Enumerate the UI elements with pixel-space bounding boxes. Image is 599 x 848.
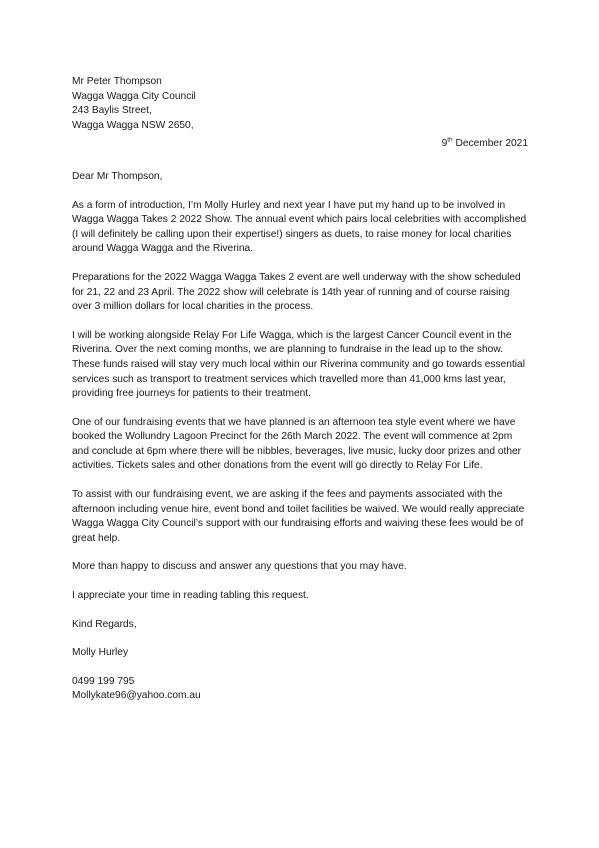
letter-body [72,75,528,704]
salutation: Dear Mr Thompson, [72,170,163,182]
signature-name: Molly Hurley [72,647,129,659]
letter-date [72,137,528,152]
recipient-city: Wagga Wagga NSW 2650, [72,119,194,131]
date-day: 9 [441,138,448,150]
paragraph-relay-for-life: I will be working alongside Relay For Life Wagga, which is the largest Cancer Council event in the Riverina. Over the next coming months, we are planning to fundraise in the lead up to the show. These funds raised will stay very much local within our Riverina community and go towards essential services such as transport to treatment services which travelled more than 41,000 kms last year, providing free journeys for patients to their treatment. [72,329,525,400]
contact-email: Mollykate96@yahoo.com.au [72,690,201,702]
recipient-street: 243 Baylis Street, [72,105,152,117]
closing: Kind Regards, [72,618,137,630]
paragraph-appreciation: I appreciate your time in reading tabling this request. [72,590,309,602]
paragraph-preparations: Preparations for the 2022 Wagga Wagga Takes 2 event are well underway with the show scheduled for 21, 22 and 23 April. The 2022 show will celebrate is 14th year of running and of course raising over 3 million dollars for local charities in the process. [72,271,521,313]
recipient-address [72,75,528,133]
paragraph-introduction: As a form of introduction, I’m Molly Hurley and next year I have put my hand up to be involved in Wagga Wagga Takes 2 2022 Show. The annual event which pairs local celebrities with accomplished (I will definitely be calling upon their expertise!) singers as duets, to raise money for local charities around Wagga Wagga and the Riverina. [72,199,527,255]
contact-phone: 0499 199 795 [72,675,135,687]
paragraph-happy-to-discuss: More than happy to discuss and answer any questions that you may have. [72,561,407,573]
paragraph-fee-request: To assist with our fundraising event, we are asking if the fees and payments associated with the afternoon including venue hire, event bond and toilet facilities be waived. We would really appreciate Wagga Wagga City Council’s support with our fundraising efforts and waiving these fees would be of great help. [72,489,525,544]
recipient-organisation: Wagga Wagga City Council [72,90,196,102]
recipient-name: Mr Peter Thompson [72,76,162,87]
date-rest: December 2021 [452,138,528,150]
contact-details [72,675,528,704]
date-suffix: th [447,136,453,144]
paragraph-fundraising-event: One of our fundraising events that we have planned is an afternoon tea style event where we have booked the Wollundry Lagoon Precinct for the 26th March 2022. The event will commence at 2pm and conclude at 6pm where there will be nibbles, beverages, live music, lucky door prizes and other activities. Tickets sales and other donations from the event will go directly to Relay For Life. [72,416,522,472]
